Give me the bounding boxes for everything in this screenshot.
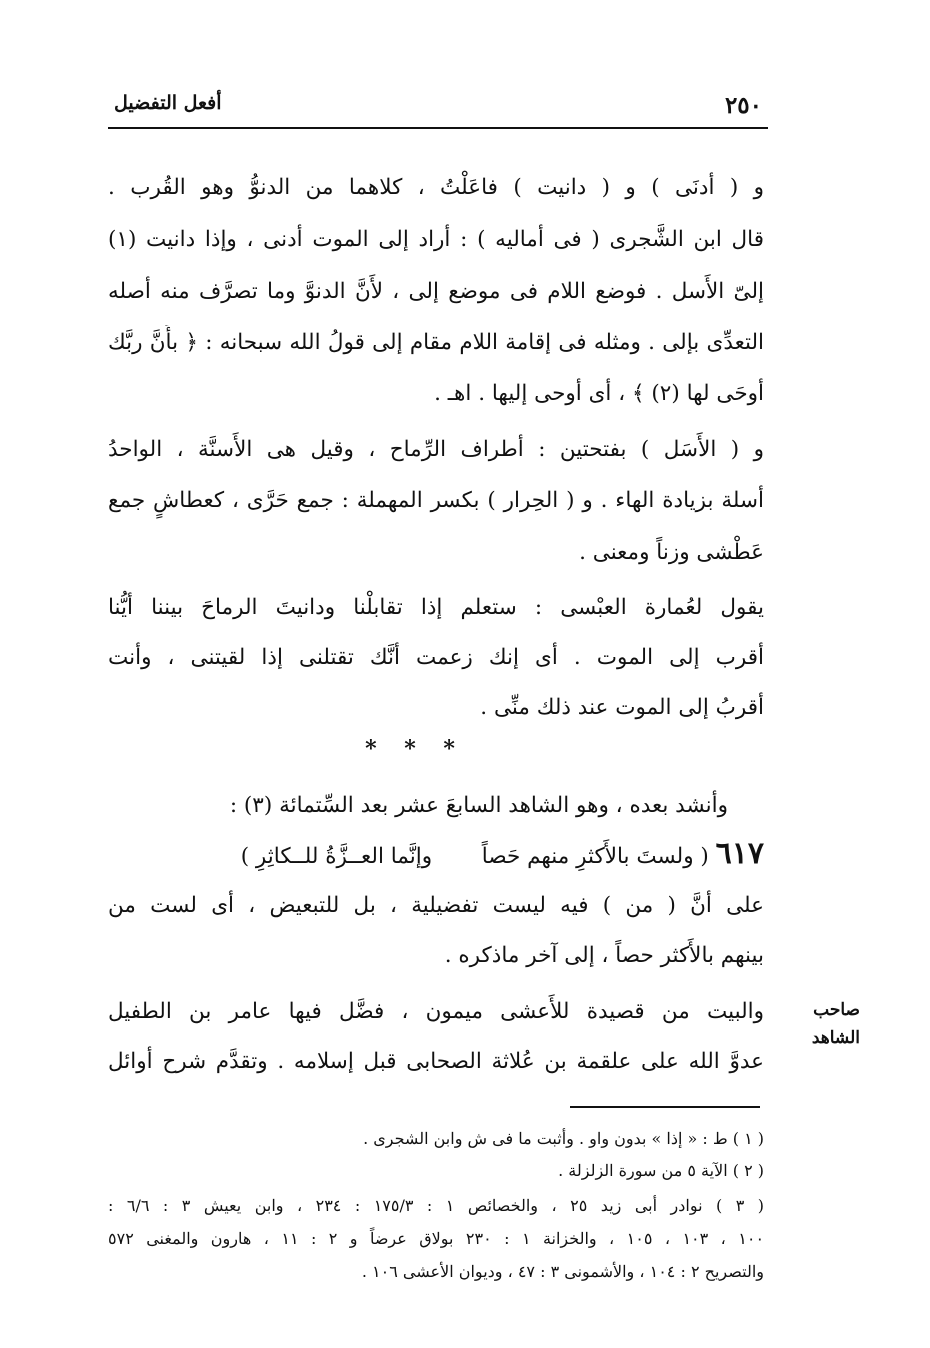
footnote: والتصريح ٢ : ١٠٤ ، والأشمونى ٣ : ٤٧ ، وديوان الأعشى ١٠٦ . [361, 1262, 764, 1281]
running-title: أفعل التفضيل [114, 92, 222, 114]
body-line: على أنَّ ( من ) فيه ليست تفضيلية ، بل للتبعيض ، أى لست من [108, 893, 764, 918]
body-line: التعدِّى بإلى . ومثله فى إقامة اللام مقام إلى قولُ الله سبحانه : ﴿ بأَنَّ ربَّك [108, 330, 764, 355]
body-line: و ( أدنَى ) و ( دانيت ) فاعَلْتُ ، كلاهما من الدنوُّ وهو القُرب . [108, 175, 764, 200]
verse-line [108, 836, 764, 875]
footnote: ( ٢ ) الآية ٥ من سورة الزلزلة . [558, 1161, 764, 1180]
header-rule [108, 127, 768, 129]
body-line: أوحَى لها (٢) ﴾ ، أى أوحى إليها . اهـ . [434, 381, 764, 406]
page-header [110, 88, 764, 124]
verse-hemistich-2: وإنَّما العــزَّةُ للــكاثِرِ ) [240, 844, 433, 869]
verse-number: ٦١٧ [715, 836, 764, 871]
verse-hemistich-1: ( ولستَ بالأَكثرِ منهم حَصاً [481, 844, 709, 869]
body-line: أقربُ إلى الموت عند ذلك منِّى . [480, 695, 764, 720]
anshad-line: وأنشد بعده ، وهو الشاهد السابعَ عشر بعد السِّتمائة (٣) : [229, 793, 728, 818]
body-line: إلىّ الأَسل . فوضع اللام فى موضع إلى ، لأَنَّ الدنوَّ وما تصرَّف منه أصله [108, 279, 764, 304]
footnote: ( ٣ ) نوادر أبى زيد ٢٥ ، والخصائص ١ : ١٧٥/٣ : ٢٣٤ ، وابن يعيش ٣ : ٦/٦ : [108, 1196, 764, 1215]
footnote-rule [570, 1106, 760, 1108]
body-line: عَطْشى وزناً ومعنى . [579, 540, 764, 565]
page-number: ٢٥٠ [724, 92, 762, 119]
footnote: ١٠٠ ، ١٠٣ ، ١٠٥ ، والخزانة ١ : ٢٣٠ بولاق عرضاً و ٢ : ١١ ، هارون والمغنى ٥٧٢ [108, 1229, 764, 1248]
footnote: ( ١ ) ط : « إذا » بدون واو . وأثبت ما فى ش وابن الشجرى . [363, 1129, 764, 1148]
body-line: يقول لعُمارة العبْسى : ستعلم إذا تقابلْنا ودانيتَ الرماحَ بيننا أيُّنا [108, 595, 764, 620]
body-line: أقرب إلى الموت . أى إنك زعمت أنَّك تقتلنى إذا لقيتنى ، وأنت [108, 645, 764, 670]
body-line: عدوَّ الله على علقمة بن عُلاثة الصحابى قبل إسلامه . وتقدَّم شرح أوائل [108, 1049, 764, 1074]
section-separator: * * * [365, 736, 465, 762]
body-line: والبيت من قصيدة للأَعشى ميمون ، فضَّل فيها عامر بن الطفيل [108, 999, 764, 1024]
margin-note: صاحب الشاهد [811, 1000, 860, 1048]
body-line: و ( الأَسَل ) بفتحتين : أطراف الرِّماح ، وقيل هى الأَسنَّة ، الواحدُ [108, 437, 764, 462]
body-line: بينهم بالأَكثر حصاً ، إلى آخر ماذكره . [444, 943, 764, 968]
body-line: قال ابن الشَّجرى ( فى أماليه ) : أراد إلى الموت أدنى ، وإذا دانيت (١) [108, 227, 764, 252]
body-line: أسلة بزيادة الهاء . و ( الحِرار ) بكسر المهملة : جمع حَرَّى ، كعطاشٍ جمع [108, 488, 764, 513]
